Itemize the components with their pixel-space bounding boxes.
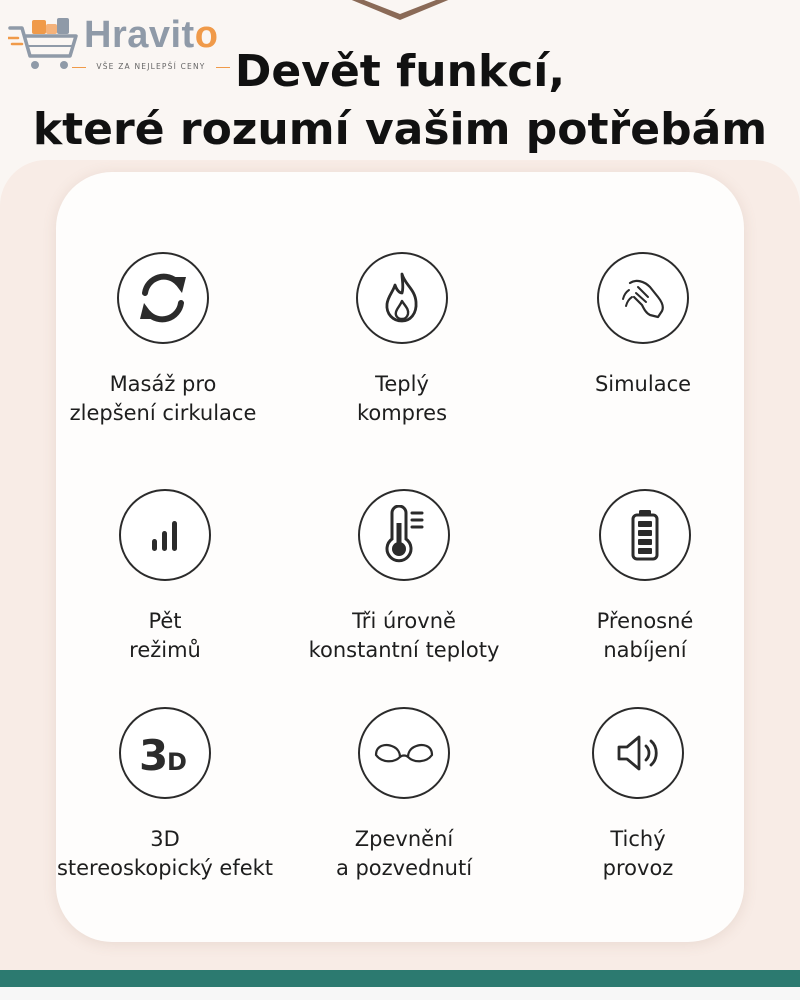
feature-portable-charging — [515, 489, 775, 665]
brand-name: Hravito — [84, 14, 219, 56]
feature-label-line1: Tichý — [610, 827, 666, 851]
feature-label-line2: provoz — [602, 856, 674, 880]
heading-line-2: které rozumí vašim potřebám — [32, 104, 768, 155]
feature-label-line1: Tři úrovně — [352, 609, 456, 633]
feature-label-line1: Teplý — [375, 372, 429, 396]
speaker-icon — [611, 729, 665, 777]
feature-label-line2: režimů — [129, 638, 201, 662]
feature-label-line2: stereoskopický efekt — [56, 856, 274, 880]
svg-text:3: 3 — [139, 731, 169, 778]
signal-bars-icon — [143, 513, 187, 557]
feature-label-line1: Masáž pro — [109, 372, 217, 396]
feature-three-temperature-levels — [274, 489, 534, 665]
feature-circulation-massage — [33, 252, 293, 428]
feature-simulation — [513, 252, 773, 399]
svg-text:D: D — [167, 748, 187, 776]
feature-label-line2: a pozvednutí — [335, 856, 473, 880]
feature-label-line1: 3D — [150, 827, 180, 851]
feature-label-line2: kompres — [356, 401, 448, 425]
feature-label-line1: Přenosné — [596, 609, 694, 633]
feature-firming-lifting — [274, 707, 534, 883]
brand-tagline: VŠE ZA NEJLEPŠÍ CENY — [76, 62, 226, 71]
feature-label-line2: nabíjení — [603, 638, 687, 662]
feature-warm-compress — [272, 252, 532, 428]
thermometer-icon — [376, 505, 432, 565]
battery-icon — [625, 508, 665, 562]
hand-touch-icon — [614, 269, 672, 327]
feature-3d-effect — [35, 707, 295, 883]
3d-icon — [135, 728, 195, 778]
feature-label-line2: zlepšení cirkulace — [69, 401, 257, 425]
bra-icon — [372, 733, 436, 773]
circular-arrows-icon — [134, 269, 192, 327]
feature-label-line1: Zpevnění — [354, 827, 454, 851]
flame-icon — [379, 271, 425, 325]
feature-label-line2: konstantní teploty — [308, 638, 500, 662]
feature-quiet-operation — [508, 707, 768, 883]
feature-label-line1: Simulace — [594, 372, 692, 396]
bottom-bar — [0, 970, 800, 987]
feature-five-modes — [35, 489, 295, 665]
heading-line-1: Devět funkcí, — [234, 46, 566, 97]
feature-label-line1: Pět — [148, 609, 182, 633]
